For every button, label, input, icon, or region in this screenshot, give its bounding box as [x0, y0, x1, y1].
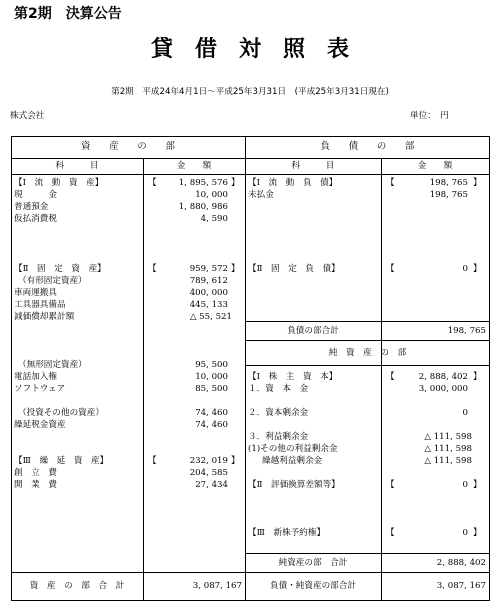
section-label: 【Ⅰ 株 主 資 本】	[248, 372, 338, 382]
item-label: 電話加入権	[14, 372, 57, 382]
liabilities-total-label: 負債の部合計	[287, 326, 339, 336]
bracket-open: 【	[386, 372, 395, 382]
document-title: 貸 借 対 照 表	[150, 36, 349, 62]
bracket-close: 】	[231, 264, 240, 274]
item-label: 減価償却累計額	[14, 312, 75, 322]
amount: 10, 000	[195, 372, 228, 382]
item-label: 開 業 費	[14, 480, 57, 490]
section-label: 【Ⅰ 流 動 資 産】	[14, 178, 104, 188]
subsection-label: （無形固定資産）	[18, 360, 87, 370]
company-name: 株式会社	[10, 111, 45, 121]
amount: 0	[462, 528, 468, 538]
item-label: ソフトウェア	[14, 384, 66, 394]
amount: 10, 000	[195, 190, 228, 200]
item-label: １．資 本 金	[248, 384, 309, 394]
amount: 198, 765	[429, 190, 468, 200]
section-label: 【Ⅰ 流 動 負 債】	[248, 178, 338, 188]
section-label: 【Ⅱ 評価換算差額等】	[248, 480, 340, 490]
assets-total-label: 資 産 の 部 合 計	[29, 581, 125, 591]
equity-total-label: 純資産の部 合計	[278, 558, 348, 568]
item-label: 創 立 費	[14, 468, 57, 478]
amount: 204, 585	[189, 468, 228, 478]
amount: 445, 133	[189, 300, 228, 310]
amount: 198, 765	[429, 178, 468, 188]
amount: 0	[462, 264, 468, 274]
assets-amount-column-header: 金 額	[176, 161, 212, 171]
equity-section-heading: 純 資 産 の 部	[328, 348, 407, 358]
bracket-open: 【	[148, 264, 157, 274]
assets-item-column-header: 科 目	[55, 161, 99, 171]
subsection-label: （投資その他の資産）	[18, 408, 104, 418]
bracket-open: 【	[386, 264, 395, 274]
assets-section-heading: 資 産 の 部	[81, 141, 175, 152]
bracket-close: 】	[231, 456, 240, 466]
amount: 1, 880, 986	[178, 202, 228, 212]
bracket-open: 【	[386, 528, 395, 538]
unit-label: 単位： 円	[410, 111, 449, 121]
liabilities-equity-total-label: 負債・純資産の部合計	[270, 581, 356, 591]
amount: △ 111, 598	[424, 432, 472, 442]
bracket-close: 】	[473, 264, 482, 274]
bracket-open: 【	[386, 480, 395, 490]
bracket-close: 】	[231, 178, 240, 188]
amount: 400, 000	[189, 288, 228, 298]
amount: 0	[462, 408, 468, 418]
item-label: 未払金	[248, 190, 274, 200]
amount: 3, 000, 000	[418, 384, 468, 394]
amount: △ 111, 598	[424, 456, 472, 466]
amount: 232, 019	[189, 456, 228, 466]
amount: 74, 460	[195, 420, 228, 430]
item-label: 普通預金	[14, 202, 49, 212]
amount: △ 55, 521	[189, 312, 232, 322]
amount: 85, 500	[195, 384, 228, 394]
amount: △ 111, 598	[424, 444, 472, 454]
section-label: 【Ⅲ 繰 延 資 産】	[14, 456, 109, 466]
item-label: 車両運搬具	[14, 288, 57, 298]
amount: 789, 612	[189, 276, 228, 286]
period-line: 第2期 平成24年4月1日～平成25年3月31日 (平成25年3月31日現在)	[111, 87, 389, 97]
item-label: 繰延税金資産	[14, 420, 66, 430]
bracket-close: 】	[473, 528, 482, 538]
bracket-close: 】	[473, 372, 482, 382]
bracket-open: 【	[386, 178, 395, 188]
section-label: 【Ⅱ 固 定 負 債】	[248, 264, 340, 274]
amount: 0	[462, 480, 468, 490]
bracket-open: 【	[148, 178, 157, 188]
amount: 4, 590	[200, 214, 228, 224]
liabilities-amount-column-header: 金 額	[417, 161, 453, 171]
liabilities-total-amount: 198, 765	[447, 326, 486, 336]
amount: 959, 572	[189, 264, 228, 274]
assets-total-amount: 3, 087, 167	[192, 581, 242, 591]
subsection-label: （有形固定資産）	[18, 276, 87, 286]
item-label: ２．資本剰余金	[248, 408, 309, 418]
item-label: 現 金	[14, 190, 57, 200]
item-label: 工具器具備品	[14, 300, 66, 310]
amount: 2, 888, 402	[418, 372, 468, 382]
section-label: 【Ⅲ 新株予約権】	[248, 528, 326, 538]
item-label: ３．利益剰余金	[248, 432, 309, 442]
liabilities-item-column-header: 科 目	[291, 161, 335, 171]
amount: 95, 500	[195, 360, 228, 370]
item-label: 繰越利益剰余金	[262, 456, 323, 466]
equity-total-amount: 2, 888, 402	[436, 558, 486, 568]
bracket-open: 【	[148, 456, 157, 466]
period-heading: 第2期 決算公告	[14, 6, 122, 22]
liabilities-section-heading: 負 債 の 部	[320, 141, 415, 152]
amount: 27, 434	[195, 480, 228, 490]
item-label: 仮払消費税	[14, 214, 57, 224]
item-label: (1)その他の利益剰余金	[248, 444, 338, 454]
liabilities-equity-total-amount: 3, 087, 167	[436, 581, 486, 591]
bracket-close: 】	[473, 480, 482, 490]
amount: 74, 460	[195, 408, 228, 418]
section-label: 【Ⅱ 固 定 資 産】	[14, 264, 106, 274]
amount: 1, 895, 576	[178, 178, 228, 188]
bracket-close: 】	[473, 178, 482, 188]
